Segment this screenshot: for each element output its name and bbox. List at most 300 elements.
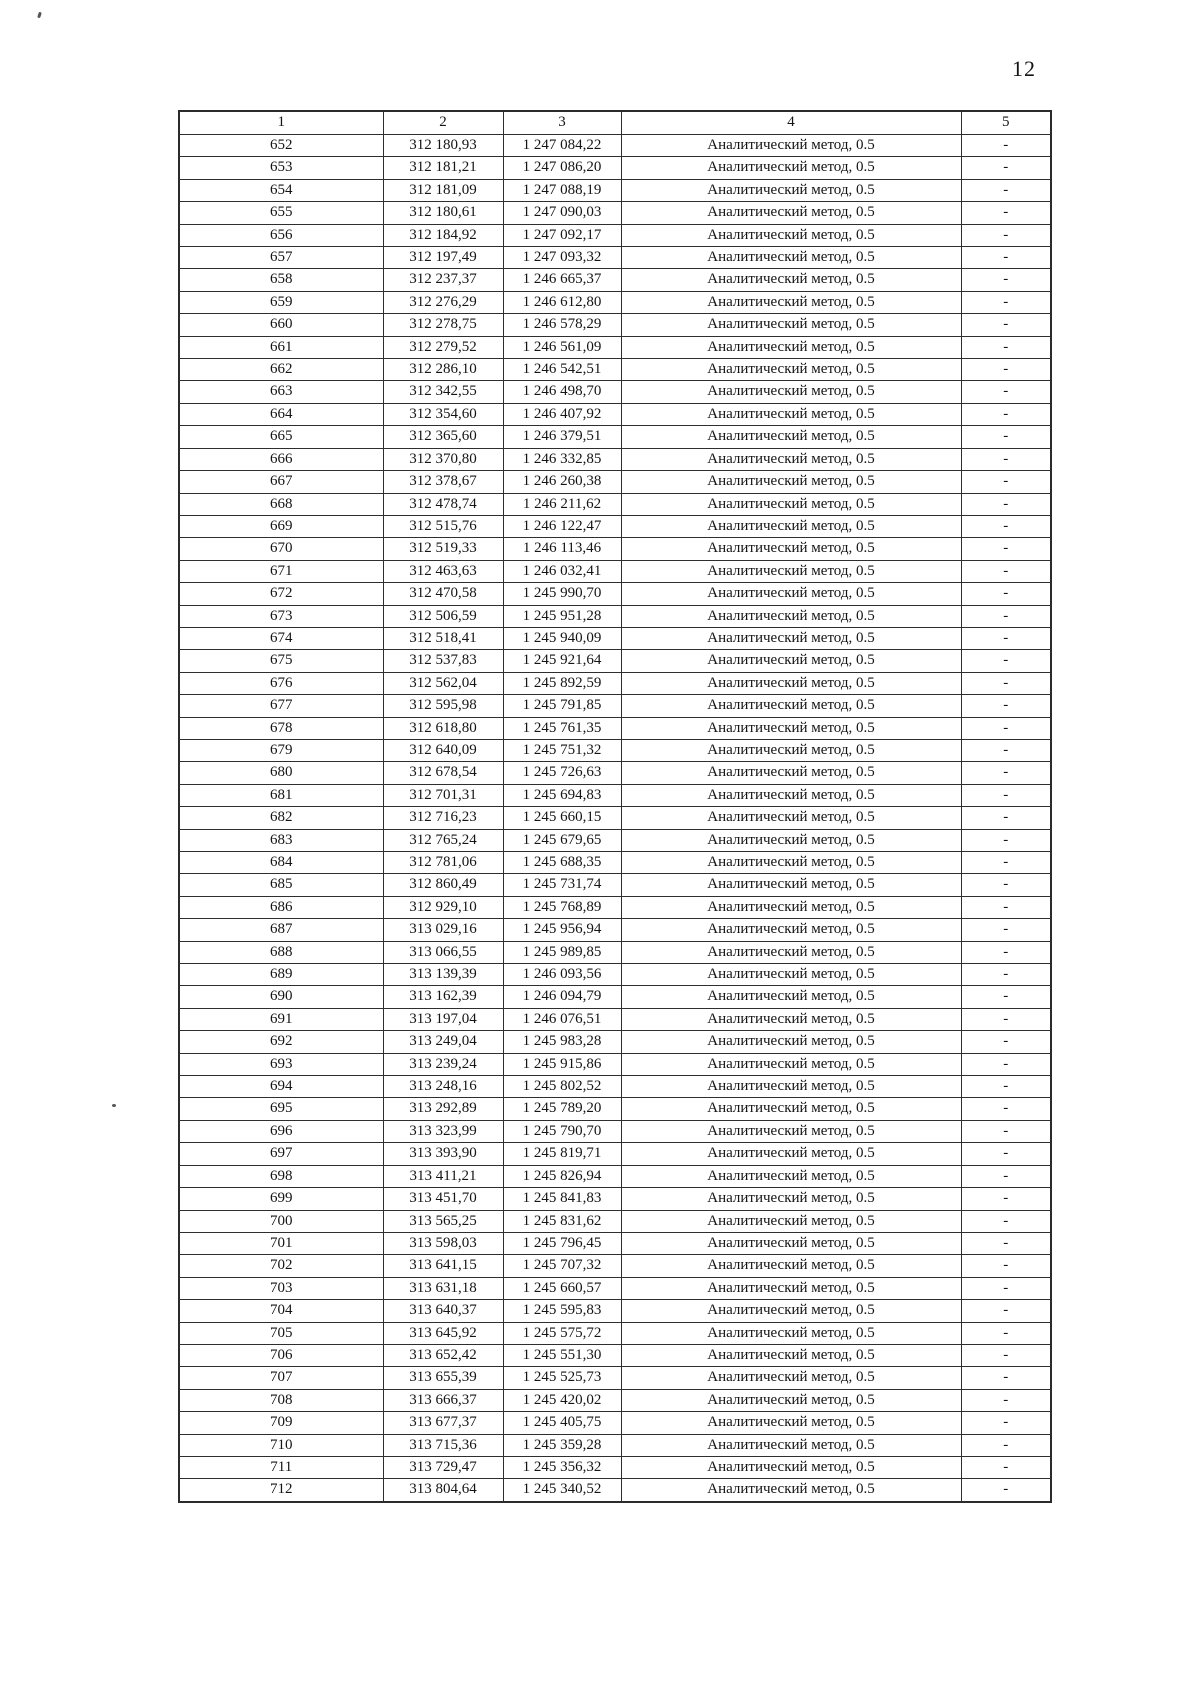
cell-coordinate-y: 1 246 407,92 [503, 403, 621, 425]
cell-method: Аналитический метод, 0.5 [621, 1210, 961, 1232]
table-row [179, 627, 1051, 649]
cell-coordinate-y: 1 246 076,51 [503, 1008, 621, 1030]
coordinates-table-container [178, 110, 1052, 1503]
cell-note: - [961, 269, 1051, 291]
table-row [179, 1255, 1051, 1277]
cell-note: - [961, 1165, 1051, 1187]
cell-point-number: 704 [179, 1300, 383, 1322]
cell-coordinate-y: 1 245 731,74 [503, 874, 621, 896]
cell-method: Аналитический метод, 0.5 [621, 1277, 961, 1299]
cell-note: - [961, 964, 1051, 986]
table-row [179, 852, 1051, 874]
scan-artifact [37, 12, 42, 19]
cell-method: Аналитический метод, 0.5 [621, 739, 961, 761]
scan-artifact [112, 1104, 116, 1107]
table-row [179, 1344, 1051, 1366]
cell-note: - [961, 807, 1051, 829]
table-row [179, 135, 1051, 157]
cell-coordinate-y: 1 245 841,83 [503, 1188, 621, 1210]
cell-point-number: 685 [179, 874, 383, 896]
cell-coordinate-y: 1 245 940,09 [503, 627, 621, 649]
cell-coordinate-y: 1 245 802,52 [503, 1076, 621, 1098]
cell-coordinate-y: 1 245 790,70 [503, 1120, 621, 1142]
cell-coordinate-x: 312 519,33 [383, 538, 503, 560]
table-row [179, 672, 1051, 694]
table-row [179, 1277, 1051, 1299]
cell-note: - [961, 179, 1051, 201]
cell-coordinate-x: 312 181,21 [383, 157, 503, 179]
cell-point-number: 686 [179, 896, 383, 918]
cell-method: Аналитический метод, 0.5 [621, 247, 961, 269]
cell-point-number: 681 [179, 784, 383, 806]
cell-coordinate-x: 312 286,10 [383, 359, 503, 381]
cell-coordinate-y: 1 245 340,52 [503, 1479, 621, 1502]
cell-coordinate-y: 1 245 359,28 [503, 1434, 621, 1456]
cell-coordinate-y: 1 245 660,15 [503, 807, 621, 829]
cell-coordinate-y: 1 245 819,71 [503, 1143, 621, 1165]
table-row [179, 784, 1051, 806]
cell-point-number: 699 [179, 1188, 383, 1210]
cell-note: - [961, 1053, 1051, 1075]
cell-method: Аналитический метод, 0.5 [621, 964, 961, 986]
cell-method: Аналитический метод, 0.5 [621, 403, 961, 425]
table-row [179, 1165, 1051, 1187]
cell-point-number: 696 [179, 1120, 383, 1142]
cell-coordinate-y: 1 245 921,64 [503, 650, 621, 672]
cell-coordinate-y: 1 245 892,59 [503, 672, 621, 694]
cell-point-number: 687 [179, 919, 383, 941]
table-row [179, 762, 1051, 784]
table-row [179, 403, 1051, 425]
table-row [179, 1322, 1051, 1344]
cell-coordinate-x: 312 197,49 [383, 247, 503, 269]
cell-coordinate-y: 1 246 211,62 [503, 493, 621, 515]
cell-method: Аналитический метод, 0.5 [621, 359, 961, 381]
cell-note: - [961, 135, 1051, 157]
cell-method: Аналитический метод, 0.5 [621, 852, 961, 874]
cell-method: Аналитический метод, 0.5 [621, 515, 961, 537]
cell-note: - [961, 739, 1051, 761]
cell-coordinate-x: 312 518,41 [383, 627, 503, 649]
table-row [179, 1120, 1051, 1142]
cell-point-number: 698 [179, 1165, 383, 1187]
table-row [179, 1210, 1051, 1232]
cell-point-number: 680 [179, 762, 383, 784]
cell-coordinate-x: 312 180,61 [383, 202, 503, 224]
cell-point-number: 676 [179, 672, 383, 694]
cell-note: - [961, 560, 1051, 582]
table-row [179, 807, 1051, 829]
table-row [179, 359, 1051, 381]
cell-coordinate-x: 313 565,25 [383, 1210, 503, 1232]
cell-coordinate-x: 313 641,15 [383, 1255, 503, 1277]
cell-coordinate-x: 312 470,58 [383, 583, 503, 605]
cell-coordinate-y: 1 245 831,62 [503, 1210, 621, 1232]
cell-note: - [961, 583, 1051, 605]
cell-coordinate-y: 1 246 113,46 [503, 538, 621, 560]
cell-coordinate-y: 1 245 990,70 [503, 583, 621, 605]
cell-point-number: 664 [179, 403, 383, 425]
cell-coordinate-x: 312 640,09 [383, 739, 503, 761]
cell-point-number: 652 [179, 135, 383, 157]
column-header: 2 [383, 111, 503, 135]
cell-point-number: 678 [179, 717, 383, 739]
cell-coordinate-x: 313 631,18 [383, 1277, 503, 1299]
cell-method: Аналитический метод, 0.5 [621, 605, 961, 627]
cell-method: Аналитический метод, 0.5 [621, 157, 961, 179]
cell-point-number: 668 [179, 493, 383, 515]
cell-point-number: 703 [179, 1277, 383, 1299]
table-row [179, 695, 1051, 717]
cell-method: Аналитический метод, 0.5 [621, 269, 961, 291]
cell-coordinate-y: 1 246 122,47 [503, 515, 621, 537]
cell-method: Аналитический метод, 0.5 [621, 1300, 961, 1322]
table-row [179, 515, 1051, 537]
table-row [179, 336, 1051, 358]
cell-point-number: 673 [179, 605, 383, 627]
cell-method: Аналитический метод, 0.5 [621, 695, 961, 717]
cell-point-number: 658 [179, 269, 383, 291]
cell-method: Аналитический метод, 0.5 [621, 829, 961, 851]
cell-point-number: 669 [179, 515, 383, 537]
cell-coordinate-y: 1 245 688,35 [503, 852, 621, 874]
table-row [179, 493, 1051, 515]
column-header: 4 [621, 111, 961, 135]
cell-point-number: 694 [179, 1076, 383, 1098]
cell-note: - [961, 941, 1051, 963]
cell-coordinate-x: 313 715,36 [383, 1434, 503, 1456]
table-row [179, 1053, 1051, 1075]
cell-method: Аналитический метод, 0.5 [621, 717, 961, 739]
cell-coordinate-x: 312 278,75 [383, 314, 503, 336]
table-row [179, 1389, 1051, 1411]
cell-point-number: 690 [179, 986, 383, 1008]
cell-note: - [961, 852, 1051, 874]
cell-point-number: 684 [179, 852, 383, 874]
cell-method: Аналитический метод, 0.5 [621, 202, 961, 224]
cell-point-number: 697 [179, 1143, 383, 1165]
cell-point-number: 670 [179, 538, 383, 560]
cell-method: Аналитический метод, 0.5 [621, 1367, 961, 1389]
table-row [179, 202, 1051, 224]
cell-coordinate-x: 312 781,06 [383, 852, 503, 874]
cell-coordinate-x: 312 180,93 [383, 135, 503, 157]
table-row [179, 538, 1051, 560]
cell-coordinate-y: 1 246 578,29 [503, 314, 621, 336]
cell-coordinate-y: 1 245 826,94 [503, 1165, 621, 1187]
cell-note: - [961, 336, 1051, 358]
table-row [179, 583, 1051, 605]
cell-point-number: 653 [179, 157, 383, 179]
table-row [179, 1076, 1051, 1098]
header-row [179, 111, 1051, 135]
cell-coordinate-y: 1 245 791,85 [503, 695, 621, 717]
cell-point-number: 692 [179, 1031, 383, 1053]
table-row [179, 1479, 1051, 1502]
cell-method: Аналитический метод, 0.5 [621, 1255, 961, 1277]
cell-coordinate-y: 1 246 665,37 [503, 269, 621, 291]
cell-coordinate-x: 313 239,24 [383, 1053, 503, 1075]
table-row [179, 1232, 1051, 1254]
cell-note: - [961, 471, 1051, 493]
cell-coordinate-x: 312 595,98 [383, 695, 503, 717]
table-row [179, 1098, 1051, 1120]
column-header: 1 [179, 111, 383, 135]
cell-point-number: 682 [179, 807, 383, 829]
table-row [179, 919, 1051, 941]
cell-coordinate-y: 1 245 356,32 [503, 1456, 621, 1478]
cell-coordinate-x: 313 640,37 [383, 1300, 503, 1322]
cell-coordinate-y: 1 245 989,85 [503, 941, 621, 963]
cell-method: Аналитический метод, 0.5 [621, 919, 961, 941]
cell-note: - [961, 403, 1051, 425]
cell-coordinate-x: 312 370,80 [383, 448, 503, 470]
cell-coordinate-x: 313 652,42 [383, 1344, 503, 1366]
cell-point-number: 671 [179, 560, 383, 582]
cell-point-number: 679 [179, 739, 383, 761]
cell-coordinate-x: 313 655,39 [383, 1367, 503, 1389]
cell-method: Аналитический метод, 0.5 [621, 1389, 961, 1411]
table-row [179, 448, 1051, 470]
cell-point-number: 656 [179, 224, 383, 246]
cell-coordinate-y: 1 245 768,89 [503, 896, 621, 918]
cell-coordinate-x: 312 237,37 [383, 269, 503, 291]
cell-point-number: 659 [179, 291, 383, 313]
cell-note: - [961, 762, 1051, 784]
cell-method: Аналитический метод, 0.5 [621, 135, 961, 157]
cell-coordinate-y: 1 245 551,30 [503, 1344, 621, 1366]
cell-coordinate-y: 1 245 751,32 [503, 739, 621, 761]
cell-coordinate-x: 312 342,55 [383, 381, 503, 403]
cell-point-number: 711 [179, 1456, 383, 1478]
cell-coordinate-y: 1 245 983,28 [503, 1031, 621, 1053]
cell-point-number: 655 [179, 202, 383, 224]
cell-method: Аналитический метод, 0.5 [621, 986, 961, 1008]
cell-method: Аналитический метод, 0.5 [621, 1232, 961, 1254]
cell-coordinate-y: 1 246 332,85 [503, 448, 621, 470]
cell-coordinate-x: 312 537,83 [383, 650, 503, 672]
cell-note: - [961, 1300, 1051, 1322]
cell-point-number: 691 [179, 1008, 383, 1030]
cell-method: Аналитический метод, 0.5 [621, 1456, 961, 1478]
cell-point-number: 663 [179, 381, 383, 403]
cell-note: - [961, 1412, 1051, 1434]
cell-method: Аналитический метод, 0.5 [621, 1120, 961, 1142]
table-row [179, 829, 1051, 851]
cell-coordinate-y: 1 246 094,79 [503, 986, 621, 1008]
cell-point-number: 683 [179, 829, 383, 851]
cell-note: - [961, 1098, 1051, 1120]
cell-method: Аналитический метод, 0.5 [621, 179, 961, 201]
cell-coordinate-y: 1 245 595,83 [503, 1300, 621, 1322]
cell-coordinate-x: 313 162,39 [383, 986, 503, 1008]
cell-method: Аналитический метод, 0.5 [621, 1434, 961, 1456]
cell-coordinate-y: 1 247 092,17 [503, 224, 621, 246]
cell-coordinate-y: 1 245 915,86 [503, 1053, 621, 1075]
cell-method: Аналитический метод, 0.5 [621, 650, 961, 672]
cell-method: Аналитический метод, 0.5 [621, 560, 961, 582]
cell-coordinate-y: 1 245 694,83 [503, 784, 621, 806]
cell-method: Аналитический метод, 0.5 [621, 448, 961, 470]
cell-coordinate-x: 312 184,92 [383, 224, 503, 246]
cell-note: - [961, 1076, 1051, 1098]
table-row [179, 986, 1051, 1008]
table-row [179, 471, 1051, 493]
table-row [179, 964, 1051, 986]
cell-method: Аналитический метод, 0.5 [621, 583, 961, 605]
cell-point-number: 707 [179, 1367, 383, 1389]
table-row [179, 560, 1051, 582]
table-row [179, 874, 1051, 896]
cell-note: - [961, 538, 1051, 560]
cell-note: - [961, 224, 1051, 246]
cell-note: - [961, 919, 1051, 941]
cell-coordinate-x: 313 323,99 [383, 1120, 503, 1142]
table-row [179, 941, 1051, 963]
cell-coordinate-y: 1 247 088,19 [503, 179, 621, 201]
cell-note: - [961, 1031, 1051, 1053]
table-row [179, 1412, 1051, 1434]
table-row [179, 157, 1051, 179]
cell-point-number: 667 [179, 471, 383, 493]
cell-method: Аналитический метод, 0.5 [621, 1098, 961, 1120]
table-row [179, 896, 1051, 918]
cell-note: - [961, 650, 1051, 672]
cell-coordinate-x: 312 181,09 [383, 179, 503, 201]
cell-method: Аналитический метод, 0.5 [621, 314, 961, 336]
cell-coordinate-x: 313 411,21 [383, 1165, 503, 1187]
cell-note: - [961, 672, 1051, 694]
cell-method: Аналитический метод, 0.5 [621, 336, 961, 358]
cell-note: - [961, 1456, 1051, 1478]
cell-coordinate-y: 1 246 612,80 [503, 291, 621, 313]
table-row [179, 1008, 1051, 1030]
table-row [179, 247, 1051, 269]
table-row [179, 739, 1051, 761]
cell-coordinate-x: 313 139,39 [383, 964, 503, 986]
table-row [179, 1031, 1051, 1053]
cell-note: - [961, 448, 1051, 470]
cell-point-number: 654 [179, 179, 383, 201]
cell-note: - [961, 493, 1051, 515]
cell-note: - [961, 1322, 1051, 1344]
cell-method: Аналитический метод, 0.5 [621, 1031, 961, 1053]
cell-coordinate-x: 313 645,92 [383, 1322, 503, 1344]
cell-method: Аналитический метод, 0.5 [621, 1344, 961, 1366]
cell-note: - [961, 426, 1051, 448]
cell-method: Аналитический метод, 0.5 [621, 896, 961, 918]
cell-method: Аналитический метод, 0.5 [621, 1165, 961, 1187]
cell-point-number: 665 [179, 426, 383, 448]
coordinates-table [178, 110, 1052, 1503]
cell-note: - [961, 1143, 1051, 1165]
cell-coordinate-y: 1 247 093,32 [503, 247, 621, 269]
cell-coordinate-y: 1 246 542,51 [503, 359, 621, 381]
cell-coordinate-x: 313 598,03 [383, 1232, 503, 1254]
table-row [179, 717, 1051, 739]
column-header: 5 [961, 111, 1051, 135]
cell-coordinate-y: 1 245 420,02 [503, 1389, 621, 1411]
cell-point-number: 701 [179, 1232, 383, 1254]
cell-coordinate-x: 312 562,04 [383, 672, 503, 694]
cell-method: Аналитический метод, 0.5 [621, 1322, 961, 1344]
cell-point-number: 662 [179, 359, 383, 381]
page-number: 12 [1012, 56, 1036, 81]
cell-coordinate-x: 312 378,67 [383, 471, 503, 493]
cell-note: - [961, 1188, 1051, 1210]
cell-note: - [961, 986, 1051, 1008]
cell-note: - [961, 314, 1051, 336]
cell-point-number: 677 [179, 695, 383, 717]
cell-note: - [961, 359, 1051, 381]
table-row [179, 381, 1051, 403]
cell-method: Аналитический метод, 0.5 [621, 426, 961, 448]
cell-point-number: 660 [179, 314, 383, 336]
cell-coordinate-y: 1 246 093,56 [503, 964, 621, 986]
cell-coordinate-x: 312 515,76 [383, 515, 503, 537]
cell-coordinate-x: 312 701,31 [383, 784, 503, 806]
cell-method: Аналитический метод, 0.5 [621, 1479, 961, 1502]
cell-coordinate-x: 313 677,37 [383, 1412, 503, 1434]
cell-coordinate-y: 1 247 086,20 [503, 157, 621, 179]
cell-method: Аналитический метод, 0.5 [621, 941, 961, 963]
cell-point-number: 688 [179, 941, 383, 963]
cell-coordinate-y: 1 245 796,45 [503, 1232, 621, 1254]
cell-coordinate-y: 1 247 084,22 [503, 135, 621, 157]
cell-point-number: 702 [179, 1255, 383, 1277]
cell-note: - [961, 717, 1051, 739]
table-row [179, 179, 1051, 201]
cell-coordinate-y: 1 245 525,73 [503, 1367, 621, 1389]
cell-note: - [961, 1367, 1051, 1389]
table-row [179, 291, 1051, 313]
cell-method: Аналитический метод, 0.5 [621, 672, 961, 694]
table-row [179, 605, 1051, 627]
cell-coordinate-x: 313 804,64 [383, 1479, 503, 1502]
cell-coordinate-x: 312 678,54 [383, 762, 503, 784]
cell-point-number: 695 [179, 1098, 383, 1120]
table-row [179, 426, 1051, 448]
table-row [179, 1456, 1051, 1478]
cell-point-number: 674 [179, 627, 383, 649]
cell-method: Аналитический метод, 0.5 [621, 471, 961, 493]
cell-coordinate-y: 1 245 789,20 [503, 1098, 621, 1120]
cell-coordinate-x: 313 451,70 [383, 1188, 503, 1210]
cell-coordinate-x: 312 765,24 [383, 829, 503, 851]
cell-coordinate-x: 313 666,37 [383, 1389, 503, 1411]
cell-note: - [961, 1255, 1051, 1277]
cell-method: Аналитический метод, 0.5 [621, 381, 961, 403]
cell-coordinate-x: 313 248,16 [383, 1076, 503, 1098]
cell-method: Аналитический метод, 0.5 [621, 1143, 961, 1165]
cell-coordinate-x: 313 197,04 [383, 1008, 503, 1030]
cell-coordinate-x: 313 729,47 [383, 1456, 503, 1478]
cell-point-number: 712 [179, 1479, 383, 1502]
cell-coordinate-y: 1 245 707,32 [503, 1255, 621, 1277]
cell-note: - [961, 1434, 1051, 1456]
cell-coordinate-x: 312 929,10 [383, 896, 503, 918]
cell-coordinate-x: 312 478,74 [383, 493, 503, 515]
table-row [179, 1188, 1051, 1210]
cell-note: - [961, 202, 1051, 224]
column-header: 3 [503, 111, 621, 135]
cell-note: - [961, 695, 1051, 717]
cell-coordinate-x: 312 365,60 [383, 426, 503, 448]
cell-coordinate-y: 1 245 405,75 [503, 1412, 621, 1434]
cell-point-number: 672 [179, 583, 383, 605]
cell-note: - [961, 1389, 1051, 1411]
table-row [179, 269, 1051, 291]
